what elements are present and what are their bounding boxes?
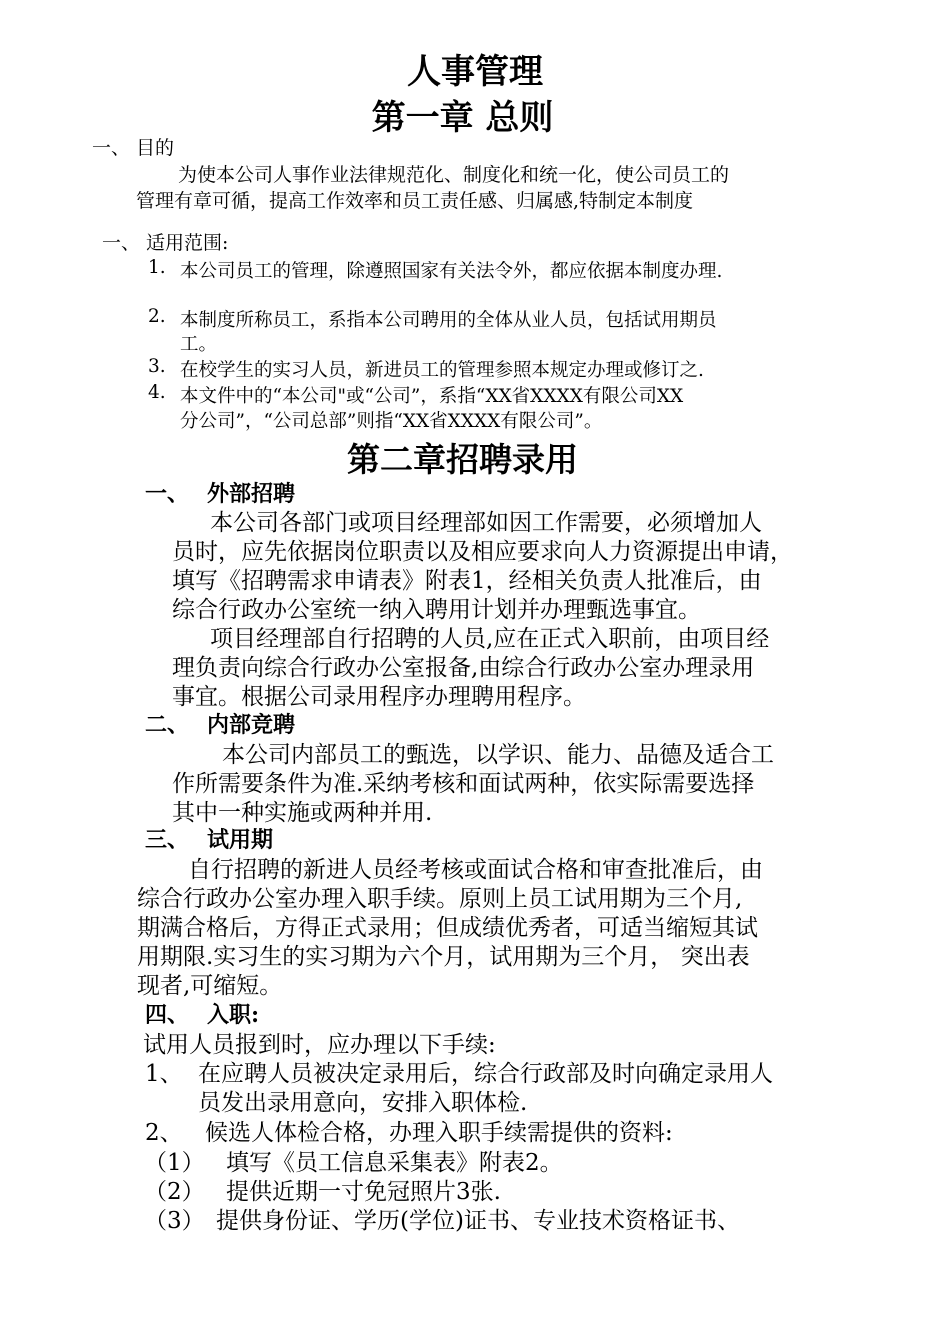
purpose-line: 为使本公司人事作业法律规范化、制度化和统一化，使公司员工的	[178, 164, 730, 186]
paragraph-line: 作所需要条件为准.采纳考核和面试两种，依实际需要选择	[172, 771, 755, 797]
paragraph-line: 综合行政办公室统一纳入聘用计划并办理甄选事宜。	[172, 597, 701, 623]
paragraph-line: 员时，应先依据岗位职责以及相应要求向人力资源提出申请，	[172, 539, 793, 565]
list-item-number: 2、	[145, 1120, 183, 1146]
scope-item-text: 本制度所称员工，系指本公司聘用的全体从业人员，包括试用期员	[180, 310, 717, 331]
section-number: 三、	[145, 827, 190, 853]
paragraph-line: 用期限.实习生的实习期为六个月，试用期为三个月， 突出表	[137, 944, 750, 970]
chapter1-heading: 第一章 总则	[371, 98, 554, 138]
paragraph-line: 期满合格后，方得正式录用；但成绩优秀者，可适当缩短其试	[137, 915, 758, 941]
paragraph-line: 本公司各部门或项目经理部如因工作需要，必须增加人	[210, 510, 762, 536]
paragraph-line: 其中一种实施或两种并用.	[172, 800, 433, 826]
scope-item-text: 本文件中的“本公司"或“公司”，系指“XX省XXXX有限公司XX	[180, 386, 684, 407]
purpose-line: 管理有章可循，提高工作效率和员工责任感、归属感,特制定本制度	[136, 190, 694, 212]
sub-item-number: （3）	[144, 1208, 205, 1234]
section-number: 二、	[145, 712, 190, 738]
list-item-text: 在应聘人员被决定录用后，综合行政部及时向确定录用人	[198, 1061, 773, 1087]
list-item-text: 候选人体检合格，办理入职手续需提供的资料:	[205, 1120, 673, 1146]
sub-item-text: 提供身份证、学历(学位)证书、专业技术资格证书、	[216, 1208, 740, 1234]
paragraph-line: 综合行政办公室办理入职手续。原则上员工试用期为三个月,	[137, 886, 743, 912]
list-item-text: 员发出录用意向，安排入职体检.	[198, 1090, 528, 1116]
scope-item-number: 1.	[148, 257, 166, 278]
paragraph-line: 填写《招聘需求申请表》附表1，经相关负责人批准后，由	[172, 568, 762, 594]
sub-item-text: 填写《员工信息采集表》附表2。	[226, 1150, 563, 1176]
section-title-probation: 试用期	[207, 827, 274, 853]
section-number: 四、	[145, 1002, 190, 1028]
section-purpose-label: 一、 目的	[92, 137, 175, 159]
section-title-internal-recruitment: 内部竞聘	[207, 712, 296, 738]
section-scope-label: 一、 适用范围:	[102, 232, 229, 254]
sub-item-number: （1）	[144, 1150, 205, 1176]
paragraph-line: 项目经理部自行招聘的人员,应在正式入职前，由项目经	[210, 626, 770, 652]
document-title: 人事管理	[407, 52, 543, 92]
paragraph-line: 现者,可缩短。	[137, 973, 283, 999]
section-title-onboarding: 入职:	[207, 1002, 260, 1028]
paragraph-line: 本公司内部员工的甄选，以学识、能力、品德及适合工	[222, 742, 774, 768]
paragraph-line: 自行招聘的新进人员经考核或面试合格和审查批准后，由	[188, 857, 763, 883]
chapter2-heading: 第二章招聘录用	[347, 440, 578, 479]
paragraph-line: 事宜。根据公司录用程序办理聘用程序。	[172, 684, 586, 710]
scope-item-text: 在校学生的实习人员，新进员工的管理参照本规定办理或修订之.	[180, 360, 704, 381]
sub-item-number: （2）	[144, 1179, 205, 1205]
paragraph-line: 理负责向综合行政办公室报备,由综合行政办公室办理录用	[172, 655, 755, 681]
scope-item-text: 分公司”，“公司总部”则指“XX省XXXX有限公司”。	[180, 411, 603, 432]
scope-item-number: 4.	[148, 382, 166, 403]
sub-item-text: 提供近期一寸免冠照片3张.	[226, 1179, 501, 1205]
scope-item-number: 2.	[148, 306, 166, 327]
paragraph-line: 试用人员报到时，应办理以下手续:	[143, 1032, 496, 1058]
section-title-external-recruitment: 外部招聘	[207, 481, 296, 507]
scope-item-text: 本公司员工的管理，除遵照国家有关法令外，都应依据本制度办理.	[180, 261, 723, 282]
list-item-number: 1、	[145, 1061, 183, 1087]
section-number: 一、	[145, 481, 190, 507]
scope-item-text: 工。	[180, 334, 218, 355]
scope-item-number: 3.	[148, 356, 166, 377]
